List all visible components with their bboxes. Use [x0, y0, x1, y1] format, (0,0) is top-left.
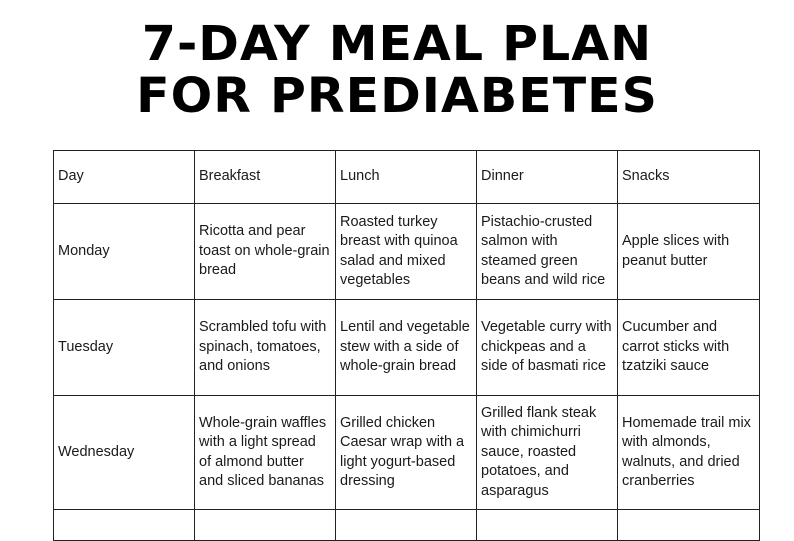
dinner-cell: Grilled flank steak with chimichurri sauce, roasted potatoes, and asparagus	[477, 396, 618, 510]
day-cell: Wednesday	[54, 396, 195, 510]
empty-cell	[336, 510, 477, 541]
day-cell: Monday	[54, 204, 195, 300]
empty-cell	[618, 510, 760, 541]
snacks-cell: Cucumber and carrot sticks with tzatziki sauce	[618, 300, 760, 396]
header-breakfast: Breakfast	[195, 151, 336, 204]
title-line-2: FOR PREDIABETES	[136, 68, 658, 124]
dinner-cell: Vegetable curry with chickpeas and a side of basmati rice	[477, 300, 618, 396]
lunch-cell: Roasted turkey breast with quinoa salad and mixed vegetables	[336, 204, 477, 300]
title-line-1: 7-DAY MEAL PLAN	[141, 16, 653, 72]
breakfast-cell: Ricotta and pear toast on whole-grain bread	[195, 204, 336, 300]
lunch-cell: Lentil and vegetable stew with a side of whole-grain bread	[336, 300, 477, 396]
day-cell: Tuesday	[54, 300, 195, 396]
empty-cell	[54, 510, 195, 541]
page-title	[0, 18, 794, 122]
snacks-cell: Homemade trail mix with almonds, walnuts, and dried cranberries	[618, 396, 760, 510]
table-row	[54, 204, 760, 300]
table-row	[54, 396, 760, 510]
empty-cell	[195, 510, 336, 541]
dinner-cell: Pistachio-crusted salmon with steamed green beans and wild rice	[477, 204, 618, 300]
snacks-cell: Apple slices with peanut butter	[618, 204, 760, 300]
breakfast-cell: Scrambled tofu with spinach, tomatoes, and onions	[195, 300, 336, 396]
lunch-cell: Grilled chicken Caesar wrap with a light yogurt-based dressing	[336, 396, 477, 510]
meal-plan-table	[53, 150, 760, 541]
header-snacks: Snacks	[618, 151, 760, 204]
header-dinner: Dinner	[477, 151, 618, 204]
table-header-row	[54, 151, 760, 204]
table-row	[54, 300, 760, 396]
empty-cell	[477, 510, 618, 541]
breakfast-cell: Whole-grain waffles with a light spread of almond butter and sliced bananas	[195, 396, 336, 510]
table-row-partial	[54, 510, 760, 541]
header-day: Day	[54, 151, 195, 204]
header-lunch: Lunch	[336, 151, 477, 204]
